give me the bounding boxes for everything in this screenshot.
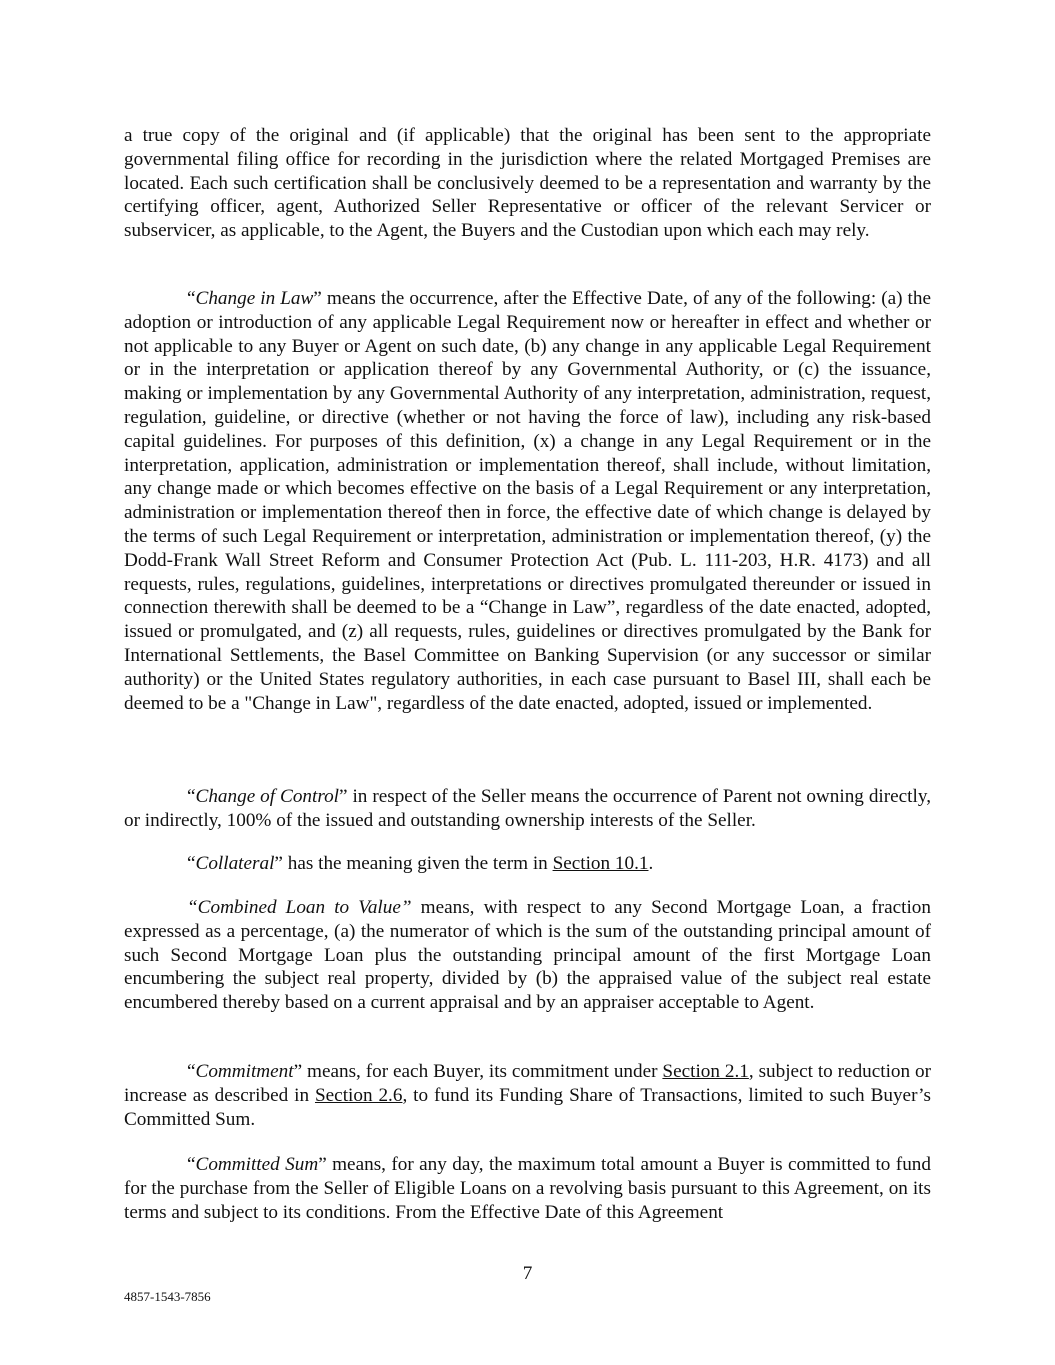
open-quote: “ (187, 786, 196, 807)
section-reference: Section 10.1 (552, 853, 649, 874)
paragraph-certification (124, 124, 931, 243)
definition-text: means, with respect to any Second Mortgage Loan, a fraction expressed as a percentage, (a) the numerator of which is the sum of the outstanding principal amount of such Second Mortgage Loan plus the outstanding principal amount of the first Mortgage Loan encumbering the subject real property, divided by (b) the appraised value of the subject real estate encumbered thereby based on a current appraisal and by an appraiser acceptable to Agent. (124, 897, 931, 1014)
defined-term: Collateral (195, 853, 275, 874)
page-number: 7 (522, 1263, 533, 1284)
defined-term: Committed Sum (195, 1154, 319, 1175)
open-quote: “ (187, 288, 196, 309)
definition-committed-sum (124, 1153, 931, 1224)
section-reference: Section 2.6 (314, 1084, 403, 1106)
defined-term: “Combined Loan to Value” (187, 897, 412, 918)
definition-text: ” has the meaning given the term in (274, 853, 553, 874)
definition-combined-loan-to-value (124, 896, 931, 1015)
open-quote: “ (187, 853, 196, 874)
definition-collateral (124, 852, 931, 876)
definition-text: ” means, for any day, the maximum total amount a Buyer is committed to fund for the purchase from the Seller of Eligible Loans on a revolving basis pursuant to this Agreement, on its terms and subject to its conditions. From the Effective Date of this Agreement (124, 1154, 931, 1223)
definition-change-in-law (124, 287, 931, 715)
definition-text-end: . (648, 853, 654, 874)
defined-term: Change in Law (195, 288, 314, 309)
paragraph-text: a true copy of the original and (if applicable) that the original has been sent to the appropriate governmental filing office for recording in the jurisdiction where the related Mortgaged Premises are located. Each such certification shall be conclusively deemed to be a representation and warranty by the certifying officer, agent, Authorized Seller Representative or officer of the relevant Servicer or subservicer, as applicable, to the Agent, the Buyers and the Custodian upon which each may rely. (124, 125, 931, 242)
definition-text-mid: , subject to reduction or increase as described in (124, 1061, 932, 1106)
document-id: 4857-1543-7856 (124, 1289, 211, 1304)
definition-text-end: , to fund its Funding Share of Transactions, limited to such Buyer’s Committed Sum. (124, 1084, 931, 1130)
open-quote: “ (187, 1154, 196, 1175)
definition-text: ” in respect of the Seller means the occurrence of Parent not owning directly, or indirectly, 100% of the issued and outstanding ownership interests of the Seller. (124, 786, 931, 831)
definition-text: ” means the occurrence, after the Effective Date, of any of the following: (a) the adoption or introduction of any applicable Legal Requirement now or hereafter in effect and whether or not applicable to any Buyer or Agent on such date, (b) any change in any applicable Legal Requirement or in the interpretation or application thereof by any Governmental Authority, or (c) the issuance, making or implementation by any Governmental Authority of any interpretation, administration, request, regulation, guideline, or directive (whether or not having the force of law), including any risk-based capital guidelines. For purposes of this definition, (x) a change in any Legal Requirement or in the interpretation, application, administration or implementation thereof, shall include, without limitation, any change made or which becomes effective on the basis of a Legal Requirement or any interpretation, administration or implementation thereof then in force, the effective date of which change is delayed by the terms of such Legal Requirement or interpretation, administration or implementation thereof, (y) the Dodd-Frank Wall Street Reform and Consumer Protection Act (Pub. L. 111-203, H.R. 4173) and all requests, rules, regulations, guidelines, interpretations or directives promulgated thereunder or issued in connection therewith shall be deemed to be a “Change in Law”, regardless of the date enacted, adopted, issued or promulgated, and (z) all requests, rules, guidelines or directives promulgated by the Bank for International Settlements, the Basel Committee on Banking Supervision (or any successor or similar authority) or the United States regulatory authorities, in each case pursuant to Basel III, shall each be deemed to be a "Change in Law", regardless of the date enacted, adopted, issued or implemented. (124, 288, 931, 714)
section-reference: Section 2.1 (662, 1061, 749, 1082)
definition-commitment (124, 1060, 931, 1131)
open-quote: “ (187, 1061, 196, 1082)
defined-term: Change of Control (195, 786, 340, 807)
definition-text: ” means, for each Buyer, its commitment under (293, 1061, 663, 1082)
defined-term: Commitment (195, 1061, 294, 1082)
definition-change-of-control (124, 785, 931, 833)
